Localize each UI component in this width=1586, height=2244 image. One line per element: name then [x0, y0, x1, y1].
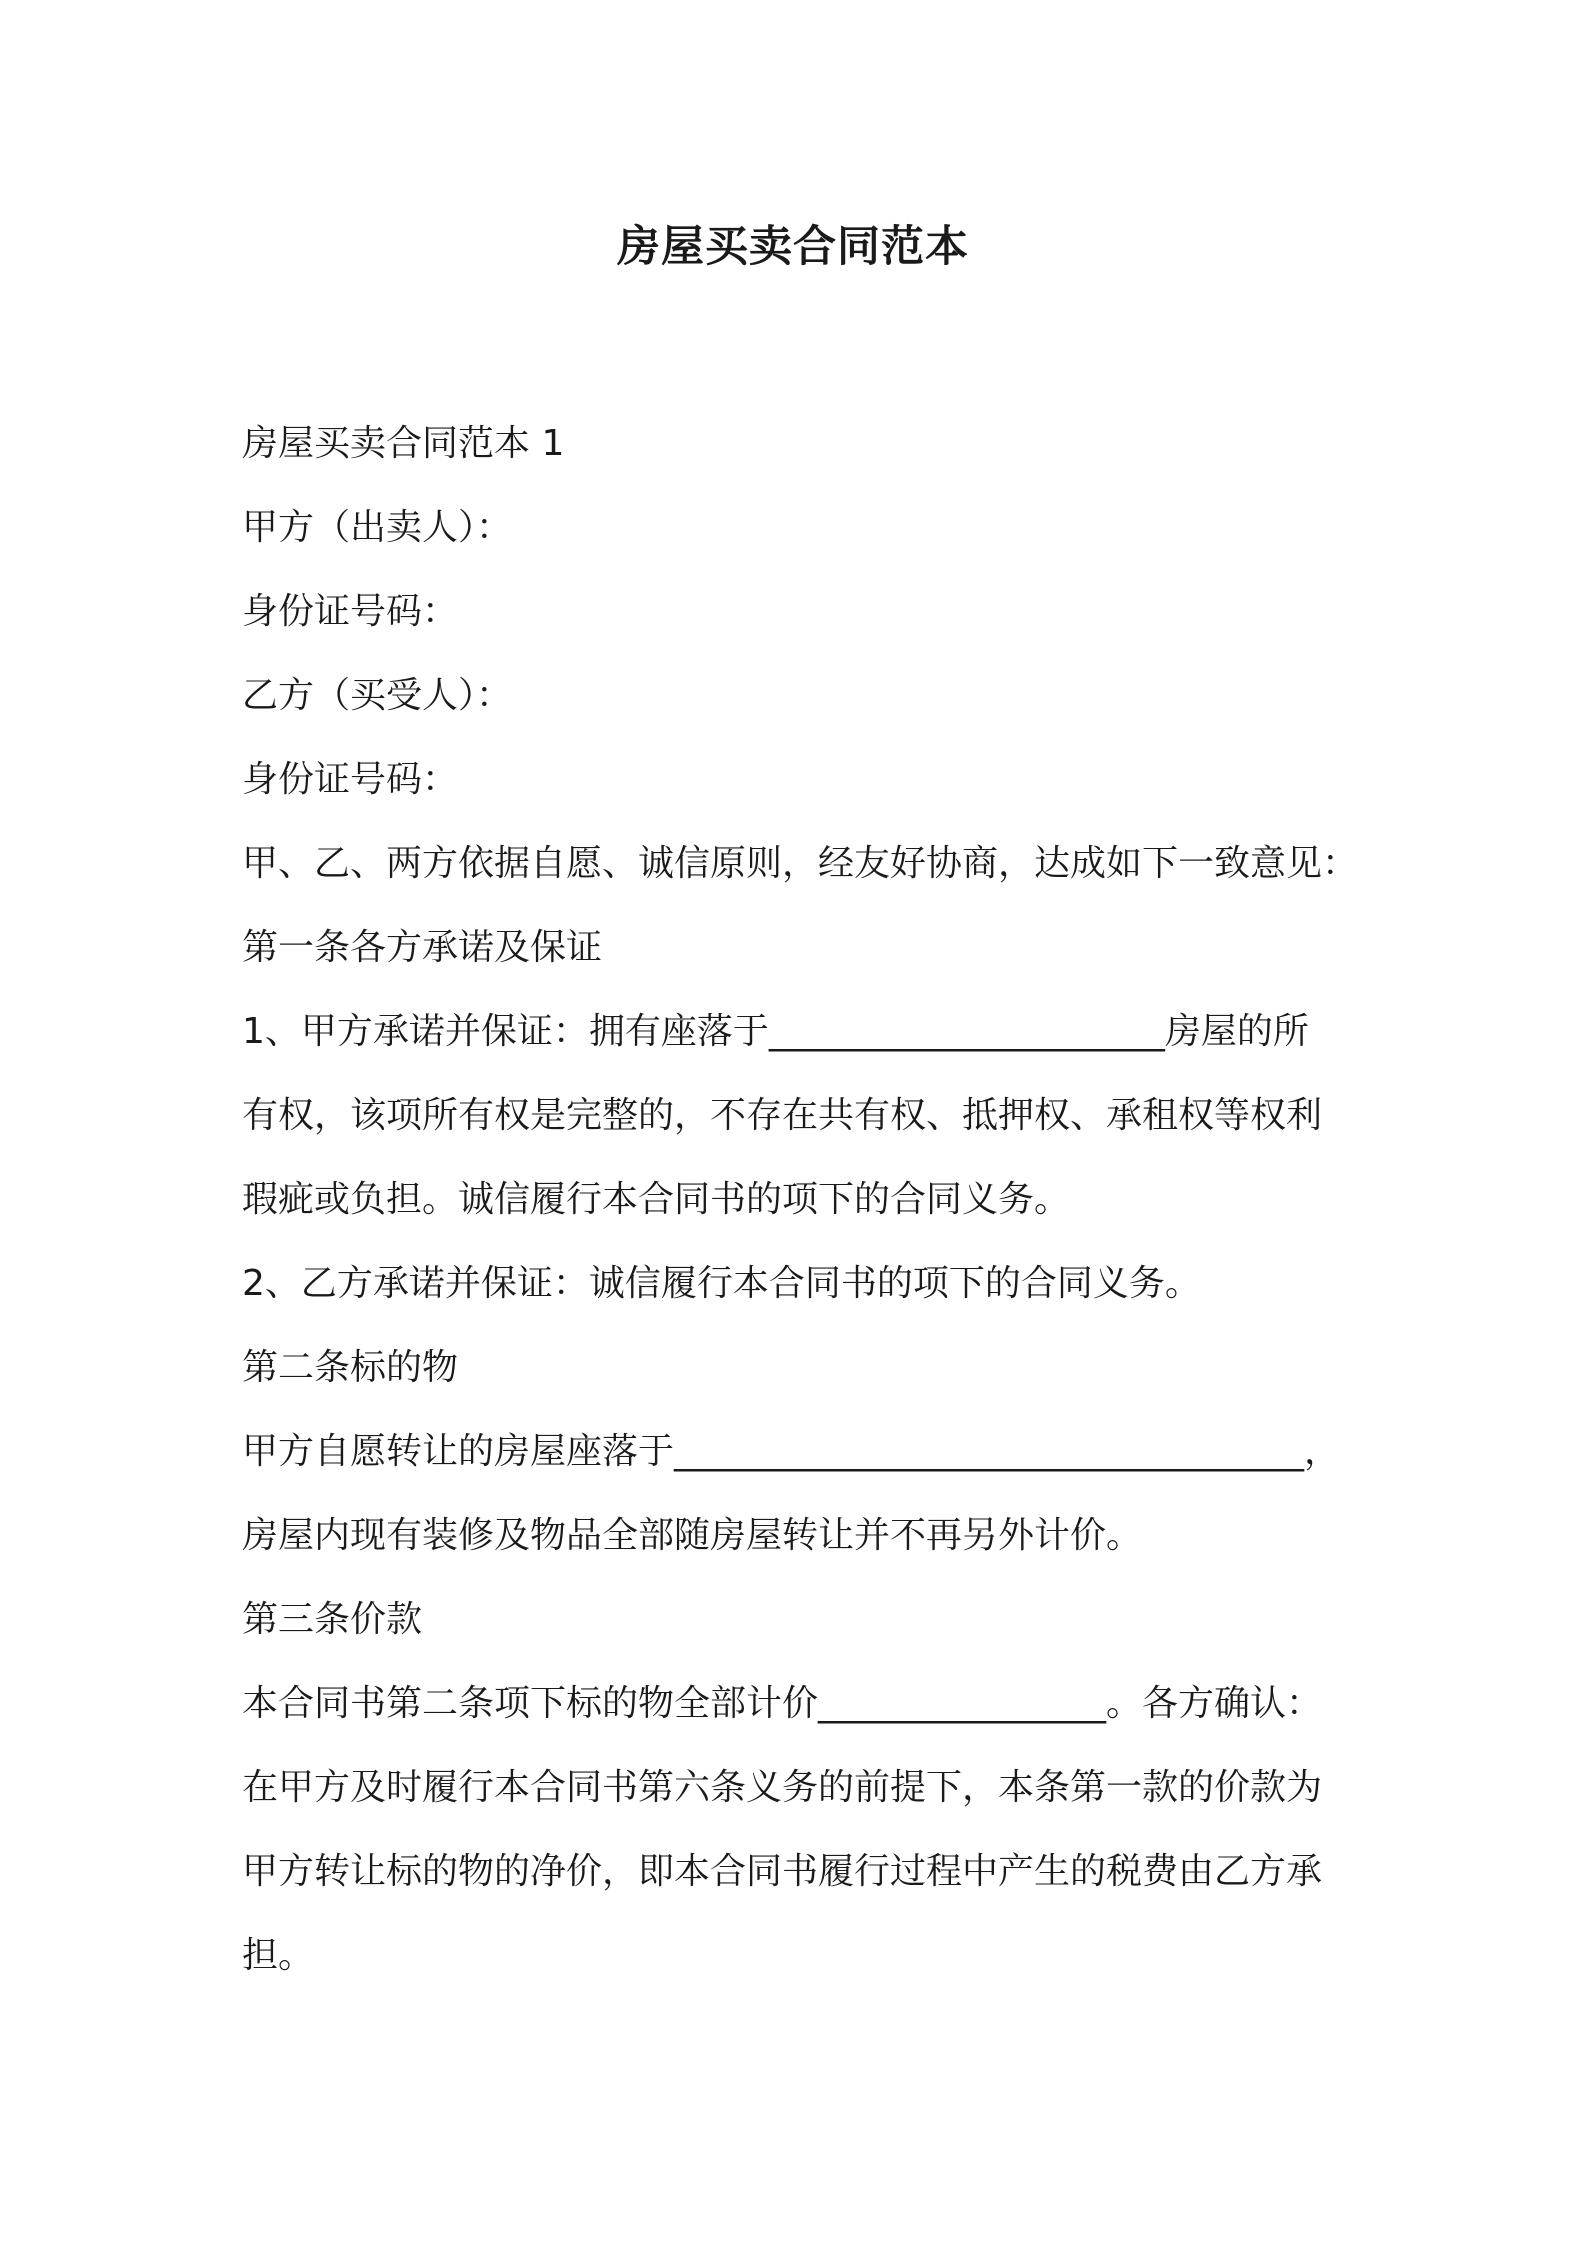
article-3-body-line-2: 在甲方及时履行本合同书第六条义务的前提下，本条第一款的价款为 [242, 1767, 1323, 1808]
party-a-id-label: 身份证号码： [242, 591, 459, 632]
article-2-body-line-2: 房屋内现有装修及物品全部随房屋转让并不再另外计价。 [242, 1515, 1143, 1556]
article-1-clause-1-line-3: 瑕疵或负担。诚信履行本合同书的项下的合同义务。 [242, 1179, 1071, 1220]
party-a-label: 甲方（出卖人）： [242, 507, 513, 548]
article-3-heading: 第三条价款 [242, 1599, 423, 1640]
document-body [242, 402, 1362, 1998]
article-1-heading: 第一条各方承诺及保证 [242, 927, 603, 968]
article-2-body-line-1: 甲方自愿转让的房屋座落于___________________________________， [242, 1431, 1341, 1472]
agreement-intro: 甲、乙、两方依据自愿、诚信原则，经友好协商，达成如下一致意见： [242, 843, 1359, 884]
article-1-clause-1-line-1: 1、甲方承诺并保证：拥有座落于______________________房屋的所 [242, 1011, 1309, 1052]
party-b-label: 乙方（买受人）： [242, 675, 513, 716]
section-heading: 房屋买卖合同范本 1 [242, 423, 565, 464]
article-1-clause-1-line-2: 有权，该项所有权是完整的，不存在共有权、抵押权、承租权等权利 [242, 1095, 1323, 1136]
article-3-body-line-4: 担。 [242, 1935, 315, 1976]
article-1-clause-2: 2、乙方承诺并保证：诚信履行本合同书的项下的合同义务。 [242, 1263, 1201, 1304]
document-title: 房屋买卖合同范本 [617, 222, 969, 272]
article-3-body-line-3: 甲方转让标的物的净价，即本合同书履行过程中产生的税费由乙方承 [242, 1851, 1323, 1892]
party-b-id-label: 身份证号码： [242, 759, 459, 800]
article-2-heading: 第二条标的物 [242, 1347, 459, 1388]
article-3-body-line-1: 本合同书第二条项下标的物全部计价________________。各方确认： [242, 1683, 1323, 1724]
